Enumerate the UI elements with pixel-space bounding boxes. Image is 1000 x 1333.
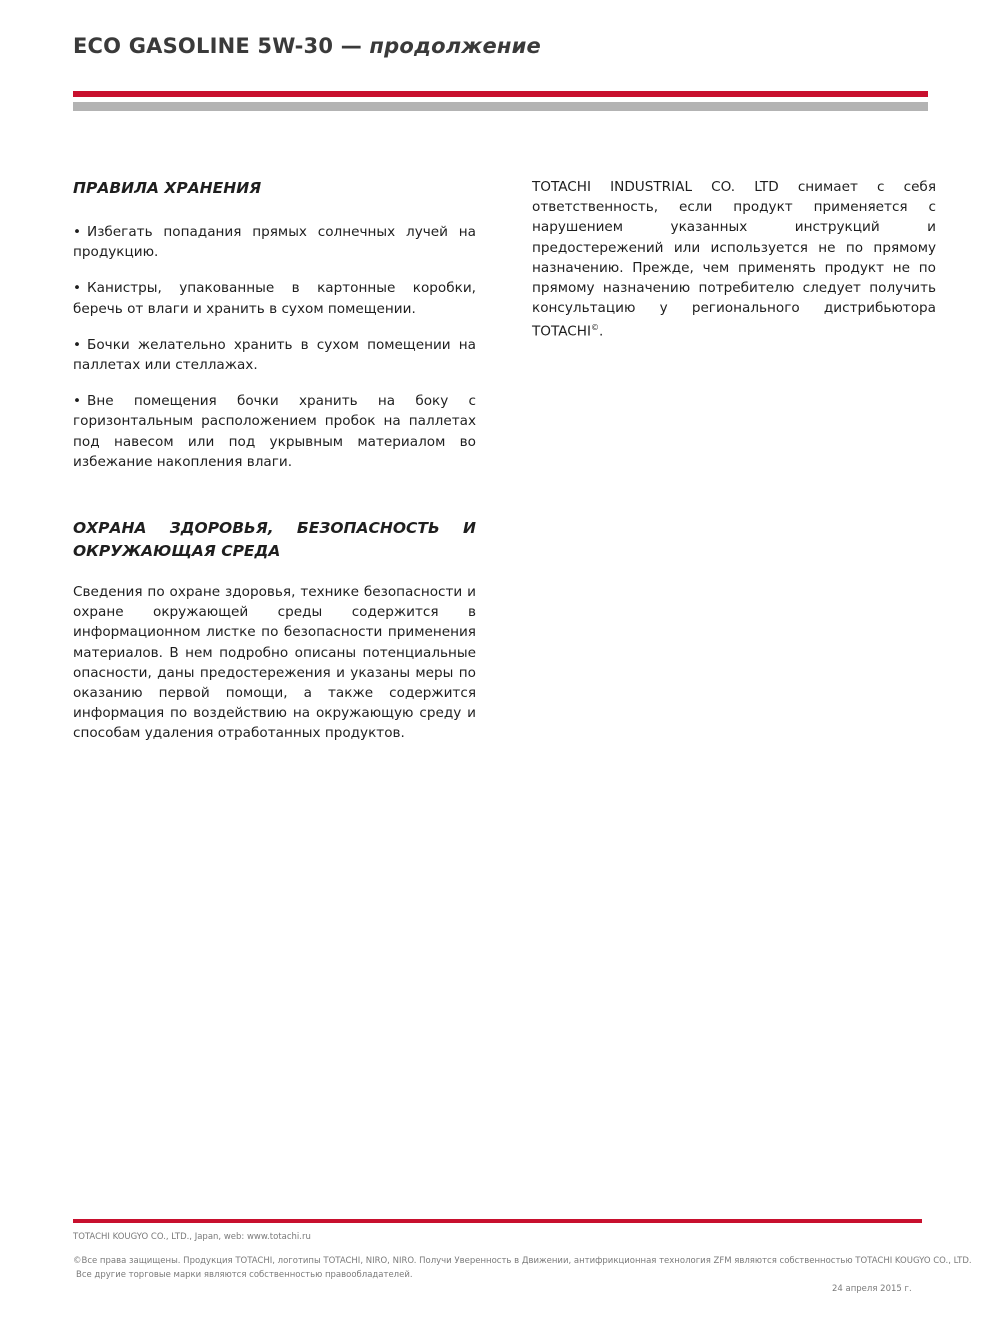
- storage-item: • Избегать попадания прямых солнечных лучей на продукцию.: [73, 224, 476, 261]
- right-column: [532, 177, 936, 342]
- continuation-label: продолжение: [369, 34, 541, 58]
- bullet-icon: •: [73, 224, 82, 240]
- storage-item: • Бочки желательно хранить в сухом помещении на паллетах или стеллажах.: [73, 336, 476, 374]
- header-gray-rule: [73, 102, 928, 111]
- health-section-text: Сведения по охране здоровья, технике безопасности и охране окружающей среды содержится в информационном листке по безопасности применения материалов. В нем подробно описаны потенциальные опасности, даны предостережения и указаны меры по оказанию первой помощи, а также содержится информация по воздействию на окружающую среду и способам удаления отработанных продуктов.: [73, 584, 476, 742]
- footer-company: TOTACHI KOUGYO CO., LTD., Japan, web: www.totachi.ru: [73, 1232, 311, 1242]
- footer-red-rule: [73, 1219, 922, 1223]
- storage-section-title: ПРАВИЛА ХРАНЕНИЯ: [73, 179, 262, 197]
- document-header: [73, 34, 933, 58]
- header-red-rule: [73, 91, 928, 97]
- storage-item: • Вне помещения бочки хранить на боку с горизонтальным расположением пробок на паллетах под навесом или под укрывным материалом во избежание накопления влаги.: [73, 393, 476, 470]
- health-section-title: ОХРАНА ЗДОРОВЬЯ, БЕЗОПАСНОСТЬ И ОКРУЖАЮЩАЯ СРЕДА: [73, 519, 476, 561]
- storage-item: • Канистры, упакованные в картонные коробки, беречь от влаги и хранить в сухом помещении.: [73, 280, 476, 317]
- footer-trademarks: Все другие торговые марки являются собственностью правообладателей.: [76, 1270, 413, 1280]
- product-title: ECO GASOLINE 5W-30 —: [73, 34, 362, 58]
- bullet-icon: •: [73, 336, 82, 353]
- bullet-icon: •: [73, 280, 82, 297]
- copyright-mark: ©: [591, 323, 600, 333]
- disclaimer-text: TOTACHI INDUSTRIAL CO. LTD снимает с себя ответственность, если продукт применяется с нарушением указанных инструкций и предостережений или используется не по прямому назначению. Прежде, чем применять продукт не по прямому назначению потребителю следует получить консультацию у регионального дистрибьютора TOTACHI©.: [532, 179, 936, 340]
- footer-rights: ©Все права защищены. Продукция TOTACHI, логотипы TOTACHI, NIRO, NIRO. Получи Уверенность в Движении, антифрикционная технология ZFM являются собственностью TOTACHI KOUGYO CO., LTD.: [73, 1256, 972, 1266]
- storage-list: [73, 222, 476, 472]
- footer-date: 24 апреля 2015 г.: [832, 1284, 912, 1294]
- bullet-icon: •: [73, 393, 82, 410]
- left-column: [73, 177, 476, 744]
